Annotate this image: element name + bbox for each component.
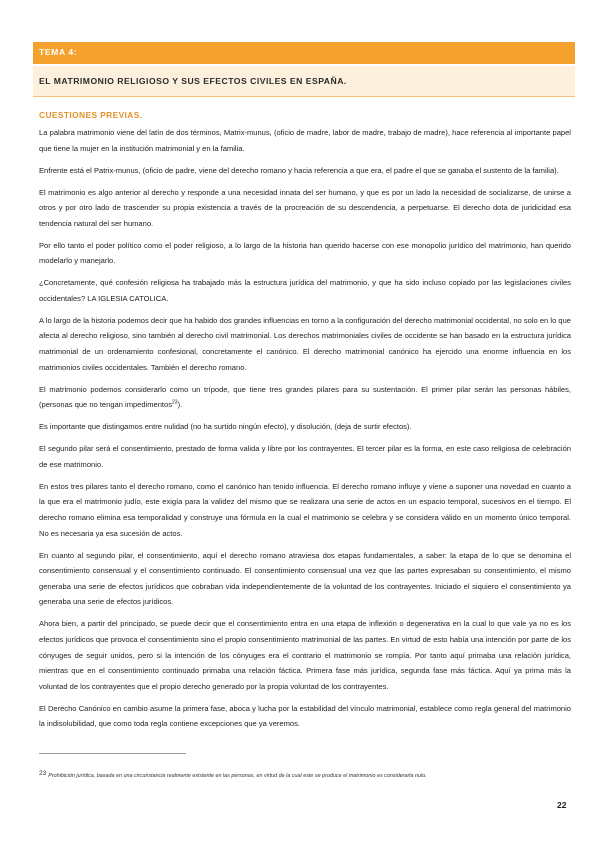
topic-title: EL MATRIMONIO RELIGIOSO Y SUS EFECTOS CIVILES EN ESPAÑA. bbox=[39, 76, 347, 86]
paragraph: El segundo pilar será el consentimiento, prestado de forma valida y libre por los contrayentes. El tercer pilar es la forma, en este caso religiosa de celebración de ese matrimonio. bbox=[39, 444, 571, 469]
paragraph: Es importante que distingamos entre nulidad (no ha surtido ningún efecto), y disolución, (deja de surtir efectos). bbox=[39, 422, 412, 432]
footnote-divider bbox=[39, 753, 186, 754]
paragraph: ¿Concretamente, qué confesión religiosa ha trabajado más la estructura jurídica del matrimonio, y que ha sido incluso copiado por las legislaciones civiles occidentales? LA IGLESIA CATOLICA. bbox=[39, 278, 571, 303]
footnote-number: 23 bbox=[39, 770, 47, 777]
body-text bbox=[39, 125, 571, 738]
paragraph: A lo largo de la historia podemos decir que ha habido dos grandes influencias en torno a la configuración del derecho matrimonial occidental, no solo en lo que afecta al derecho religioso, sino también al derecho civil matrimonial. Los derechos matrimoniales civiles de occidente se han basado en la estructura jurídica matrimonial de un ordenamiento confesional, concretamente el canónico. El derecho matrimonial canónico ha ejercido una enorme influencia en los matrimonios civiles occidentales. También el derecho romano. bbox=[39, 315, 571, 372]
section-heading: CUESTIONES PREVIAS. bbox=[39, 110, 143, 120]
footnote bbox=[39, 770, 569, 779]
paragraph-text: El matrimonio podemos considerarlo como un trípode, que tiene tres grandes pilares para su sustentación. El primer pilar serán las personas hábiles, (personas que no tengan impedimentos bbox=[39, 384, 571, 410]
paragraph: Enfrente está el Patrix-munus, (oficio de padre, viene del derecho romano y hacia referencia a que era, el padre el que se ganaba el sustento de la familia). bbox=[39, 165, 559, 175]
paragraph-tail: ). bbox=[177, 400, 183, 410]
paragraph: En cuanto al segundo pilar, el consentimiento, aquí el derecho romano atraviesa dos etapas fundamentales, a saber: la etapa de lo que se denomina el consentimiento consensual y el consentimiento continuado. El consentimiento consensual una vez que las partes expresaban su consentimiento, el mismo generaba una serie de efectos jurídicos que cobraban vida independientemente de la voluntad de los contrayentes. Iniciado el siquiero el consentimiento ya generaba una serie de efectos jurídicos. bbox=[39, 550, 571, 607]
paragraph: En estos tres pilares tanto el derecho romano, como el canónico han tenido influencia. El derecho romano influye y viene a suponer una novedad en cuanto a la que era el matrimonio judío, este exigía para la validez del mismo que se realizara una serie de actos en un espacio temporal, sucesivos en el tiempo. El derecho romano elimina esa temporalidad y construye una fórmula en la cual el matrimonio se celebra y se considera válido en un momento único temporal. No es necesaria ya esa sucesión de actos. bbox=[39, 481, 571, 538]
paragraph-with-footnote bbox=[39, 382, 571, 413]
topic-label: TEMA 4: bbox=[39, 47, 78, 57]
topic-banner bbox=[33, 42, 575, 64]
paragraph: La palabra matrimonio viene del latín de dos términos, Matrix-munus, (oficio de madre, labor de madre, trabajo de madre), hace referencia al importante papel que tiene la mujer en la institución matrimonial y en la familia. bbox=[39, 128, 571, 153]
footnote-reference[interactable]: 23 bbox=[172, 399, 178, 406]
footnote-text: Prohibición jurídica, basada en una circunstancia realmente existente en las personas, en virtud de la cual este se produce el matrimonio es considerarla nulo. bbox=[48, 773, 427, 779]
paragraph: El Derecho Canónico en cambio asume la primera fase, aboca y lucha por la estabilidad del vínculo matrimonial, establece como regla general del matrimonio la indisolubilidad, que como toda regla contiene excepciones que ya veremos. bbox=[39, 703, 571, 729]
paragraph: El matrimonio es algo anterior al derecho y responde a una necesidad innata del ser humano, y que es por un lado la necesidad de socializarse, de unirse a otros y por otro lado de trascender su propia existencia a través de la procreación de su descendencia, a perpetuarse. El derecho dota de juridicidad esa tendencia natural del ser humano. bbox=[39, 187, 571, 228]
paragraph: Por ello tanto el poder político como el poder religioso, a lo largo de la historia han querido hacerse con ese monopolio jurídico del matrimonio, han querido modelarlo y manejarlo. bbox=[39, 240, 571, 266]
paragraph: Ahora bien, a partir del principado, se puede decir que el consentimiento entra en una etapa de inflexión o degenerativa en la cual lo que vale ya no es los efectos jurídicos que provoca el consentimiento sino el propio consentimiento matrimonial de las partes. En virtud de esto había una intención por parte de los cónyuges de seguir unidos, pero si la intención de los cónyuges era el contrario el matrimonio se rompía. Por tanto aquí primaba una relación jurídica, mientras que en el consentimiento continuado primaba una relación fáctica. Primera fase más jurídica, segunda fase más fáctica. Aquí ya prima más la voluntad de los contrayentes que el propio derecho generado por la propia voluntad de los contrayentes. bbox=[39, 619, 571, 691]
topic-title-bar bbox=[33, 66, 575, 97]
page-number: 22 bbox=[557, 800, 567, 810]
